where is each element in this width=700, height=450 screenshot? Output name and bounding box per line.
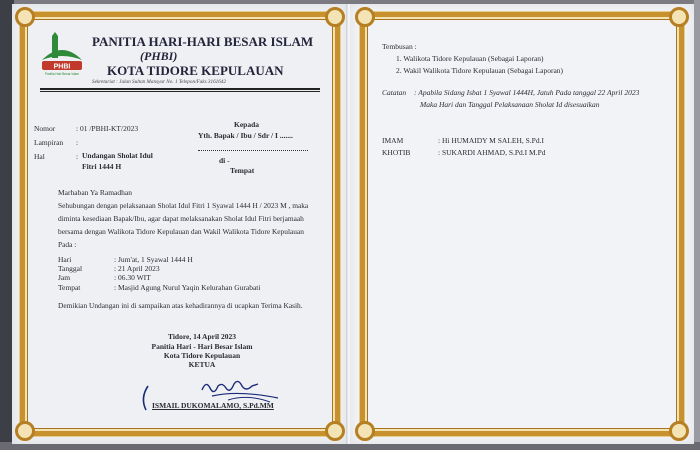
catatan-line2: Maka Hari dan Tanggal Pelaksanaan Sholat Id disesuaikan xyxy=(420,100,600,109)
detail-hari-value: : Jum'at, 1 Syawal 1444 H xyxy=(114,255,193,264)
org-address: Sekretariat : Jalan Sultan Mansyur No. 1 Telepon/Faks 3161642 xyxy=(92,79,227,85)
detail-hari-label: Hari xyxy=(58,255,72,264)
tempat-label: Tempat xyxy=(230,166,255,175)
frame-corner-ornament xyxy=(325,421,345,441)
tembusan-item-2: 2. Wakil Walikota Tidore Kepulauan (Sebagai Laporan) xyxy=(396,66,564,75)
lampiran-value: : xyxy=(76,138,79,147)
detail-tempat-label: Tempat xyxy=(58,283,81,292)
left-page xyxy=(12,4,348,444)
right-ornamental-frame xyxy=(360,12,684,436)
lampiran-label: Lampiran xyxy=(34,138,64,147)
frame-corner-ornament xyxy=(355,421,375,441)
frame-corner-ornament xyxy=(325,7,345,27)
closing-text: Demikian Undangan ini di sampaikan atas kehadirannya di ucapkan Terima Kasih. xyxy=(58,301,303,310)
frame-corner-ornament xyxy=(15,7,35,27)
imam-label: IMAM xyxy=(382,136,404,145)
phbi-logo-icon xyxy=(38,30,86,76)
logo-caption: Panitia Hari Besar Islam xyxy=(44,72,80,76)
tembusan-label: Tembusan : xyxy=(382,42,417,51)
catatan-label: Catatan xyxy=(382,88,407,97)
frame-corner-ornament xyxy=(669,7,689,27)
recipient-dotted-line xyxy=(198,150,308,151)
khotib-label: KHOTIB xyxy=(382,148,411,157)
nomor-label: Nomor xyxy=(34,124,56,133)
hal-value-line2: Fitri 1444 H xyxy=(82,162,122,171)
detail-tanggal-value: : 21 April 2023 xyxy=(114,264,160,273)
detail-tanggal-label: Tanggal xyxy=(58,264,83,273)
signature-org1: Panitia Hari - Hari Besar Islam xyxy=(151,342,253,351)
tembusan-item-1: 1. Walikota Tidore Kepulauan (Sebagai Laporan) xyxy=(396,54,544,63)
header-rule-thin xyxy=(40,91,320,92)
detail-tempat-value: : Masjid Agung Nurul Yaqin Kelurahan Gurabati xyxy=(114,283,261,292)
kepada-label: Kepada xyxy=(234,120,260,129)
frame-corner-ornament xyxy=(669,421,689,441)
signature-name: ISMAIL DUKOMALAMO, S.Pd.MM xyxy=(152,401,274,410)
logo-text: PHBI xyxy=(53,63,71,71)
right-page xyxy=(350,4,694,444)
imam-value: : Hi HUMAIDY M SALEH, S.Pd.I xyxy=(438,136,544,145)
signature-org2: Kota Tidore Kepulauan xyxy=(163,351,241,360)
greeting: Marhaban Ya Ramadhan xyxy=(58,188,132,197)
hal-colon: : xyxy=(76,152,79,161)
org-title-line1: PANITIA HARI-HARI BESAR ISLAM xyxy=(92,34,314,49)
signature-role: KETUA xyxy=(188,360,216,369)
detail-jam-label: Jam xyxy=(58,273,71,282)
header-rule xyxy=(40,88,320,90)
recipient-yth: Yth. Bapak / Ibu / Sdr / I ....... xyxy=(198,131,293,140)
hal-value-line1: Undangan Sholat Idul xyxy=(82,151,153,160)
di-label: di - xyxy=(219,156,230,165)
khotib-value: : SUKARDI AHMAD, S.Pd.I M.Pd xyxy=(438,148,546,157)
background-right xyxy=(694,0,700,450)
signature-place-date: Tidore, 14 April 2023 xyxy=(167,332,237,341)
nomor-value: : 01 /PBHI-KT/2023 xyxy=(76,124,139,133)
hal-label: Hal xyxy=(34,152,45,161)
handwritten-signature xyxy=(198,376,288,404)
org-title-line3: KOTA TIDORE KEPULAUAN xyxy=(107,63,284,78)
detail-jam-value: : 06.30 WIT xyxy=(114,273,151,282)
frame-corner-ornament xyxy=(355,7,375,27)
frame-corner-ornament xyxy=(15,421,35,441)
catatan-line1: : Apabila Sidang Isbat 1 Syawal 1444H, Jatuh Pada tanggal 22 April 2023 xyxy=(414,88,640,97)
body-paragraph: Sehubungan dengan pelaksanaan Sholat Idul Fitri 1 Syawal 1444 H / 2023 M , maka diminta kesediaan Bapak/Ibu, agar dapat melaksanakan Sholat Idul Fitri berjamaah bersama dengan Walikota Tidore Kepulauan dan Wakil Walikota Tidore Kepulauan Pada : xyxy=(58,201,309,249)
org-title-line2: (PHBI) xyxy=(140,49,178,63)
